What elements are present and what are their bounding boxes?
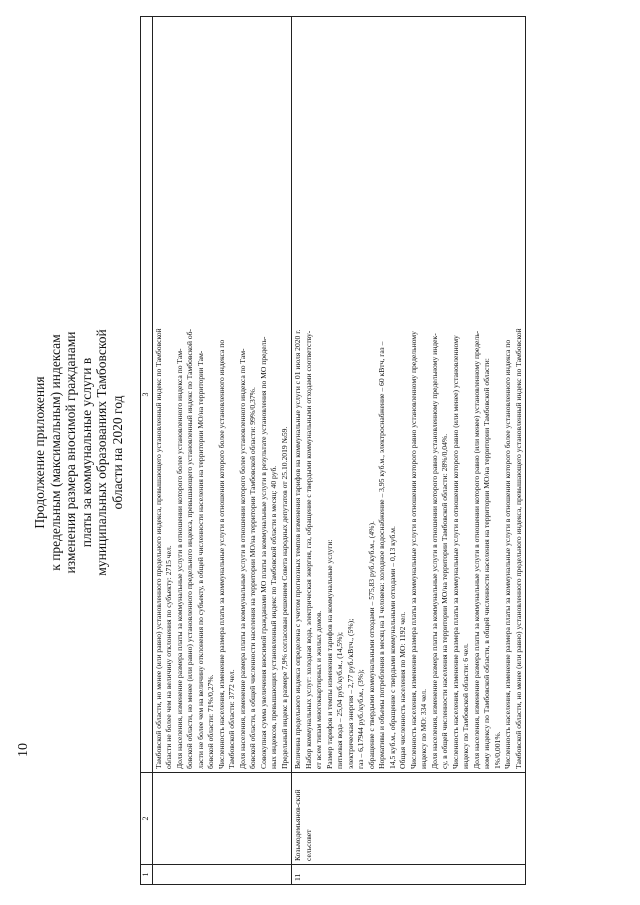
- header-cell-2: 2: [141, 773, 153, 865]
- row-number: 11: [292, 865, 526, 885]
- text-line: бовской области, в общей численности населения на территории МО/на территории Тамбовской области: 99%/0,37%.: [248, 387, 257, 769]
- text-line: Предельный индекс в размере 7,9% согласован решением Совета народных депутатов от 25.10.2019 №59.: [279, 426, 289, 769]
- cont-num-cell: [152, 865, 292, 885]
- text-line: ному индексу по Тамбовской области, в общей численности населения на территории МО/на территории Тамбовской области:: [482, 358, 491, 769]
- text-line: питьевая вода – 25,04 руб./куб.м., (14,5%);: [335, 631, 344, 769]
- text-line: Численность населения, изменение размера платы за коммунальные услуги в отношении которого равно (или менее) установленному: [450, 335, 460, 769]
- text-line: ласти не более чем на величину отклонения по субъекту, в общей численности населения на территории МО/на территории Там-: [195, 350, 205, 769]
- text-line: Тамбовской области, но менее (или равно) установленного предельного индекса, превышающего установленный индекс по Тамбовской: [153, 328, 163, 769]
- text-line: газ – 6,17944 руб./куб.м., (3%);: [356, 669, 365, 769]
- text-line: электрическая энергия – 2,77 руб./кВтч., (5%);: [345, 618, 355, 769]
- text-line: Набор коммунальных услуг: холодная вода, электрическая энергия, газ, обращение с твердыми коммунальными отходами соответству-: [303, 330, 313, 769]
- cont-name-cell: [152, 773, 292, 865]
- table-row-continuation: [152, 17, 292, 885]
- cont-text-cell: [152, 17, 292, 773]
- text-line: Доля населения, изменение размера платы за коммунальные услуги в отношении которого равно (или менее) установленному предель-: [471, 330, 481, 769]
- text-line: Размер тарифов и темпы изменения тарифов на коммунальные услуги:: [324, 539, 334, 769]
- text-line: Нормативы и объемы потребления в месяц на 1 человека: холодное водоснабжение – 3,95 куб.м., электроснабжение – 60 кВтч, газ –: [377, 341, 386, 769]
- text-line: Доля населения, изменение размера платы за коммунальные услуги в отношении которого более установленного индекса по Там-: [237, 348, 247, 769]
- text-line: Общая численность населения по МО: 1192 чел.: [398, 611, 407, 769]
- text-line: индексу по Тамбовской области: 6 чел.: [461, 643, 470, 769]
- document-title: [32, 0, 125, 905]
- text-line: су, в общей численности населения на территории МО/на территории Тамбовской области: 28%/0,04%.: [440, 433, 449, 769]
- municipality-name: Козьмодемьянов-ский сельсовет: [292, 773, 526, 865]
- text-line: 1%/0,001%.: [492, 731, 502, 769]
- text-line: Доля населения, изменение размера платы за коммунальные услуги в отношении которого более установленного индекса по Там-: [174, 348, 184, 769]
- indices-table: [140, 16, 526, 885]
- text-line: ных индексов, превышающих установленный индекс по Тамбовской области в месяц: 40 руб.: [269, 465, 278, 769]
- text-line: Численность населения, изменение размера платы за коммунальные услуги в отношении которого более установленного индекса по: [216, 339, 226, 769]
- text-line: области не более чем на величину отклонения по субъекту: 2715 чел.: [164, 545, 173, 769]
- title-line: платы за коммунальные услуги в: [78, 357, 94, 548]
- text-line: Совокупная сумма увеличения вносимой гражданами МО платы за коммунальные услуги в результате установления по МО предель-: [258, 336, 268, 769]
- title-line: области на 2020 год: [109, 395, 125, 510]
- text-line: бовской области, но менее (или равно) установленного предельного индекса, превышающего установленный индекс по Тамбовской об-: [185, 328, 194, 769]
- text-line: индексу по МО: 334 чел.: [419, 689, 428, 769]
- page-number: 10: [16, 743, 31, 757]
- text-line: Доля населения, изменение размера платы за коммунальные услуги в отношении которого равно установленному предельному индек-: [429, 333, 439, 769]
- text-line: Величина предельного индекса определена с учетом прогнозных темпов изменения тарифов на коммунальные услуги с 01 июля 2020 г.: [293, 329, 302, 769]
- text-line: Численность населения, изменение размера платы за коммунальные услуги в отношении которого равно установленному предельному: [408, 331, 418, 769]
- title-line: к предельным (максимальным) индексам: [47, 334, 63, 571]
- title-line: Продолжение приложения: [32, 376, 47, 529]
- text-line: 14,5 куб.м., обращение с твердыми коммунальными отходами – 0,13 куб.м.: [387, 526, 397, 769]
- table-row-11: [292, 17, 526, 885]
- text-line: Тамбовской области: 3772 чел.: [227, 669, 236, 769]
- table-header-row: [141, 17, 153, 885]
- row-text-cell: [292, 17, 526, 773]
- title-line: изменения размера вносимой гражданами: [63, 331, 78, 574]
- text-line: Тамбовской области, но менее (или равно) установленного предельного индекса, превышающего установленный индекс по Тамбовской: [513, 328, 523, 769]
- text-line: обращение с твердыми коммунальными отходами – 575,83 руб./куб.м., (4%).: [366, 521, 376, 769]
- text-line: Численность населения, изменение размера платы за коммунальные услуги в отношении которого более установленного индекса по: [503, 339, 512, 769]
- title-line: муниципальных образованиях Тамбовской: [94, 329, 109, 576]
- header-cell-3: 3: [141, 17, 153, 773]
- header-cell-1: 1: [141, 865, 153, 885]
- text-line: бовской области: 71%/0,27%.: [206, 674, 215, 769]
- text-line: ет всем типам многоквартирных и жилых домов.: [314, 610, 323, 769]
